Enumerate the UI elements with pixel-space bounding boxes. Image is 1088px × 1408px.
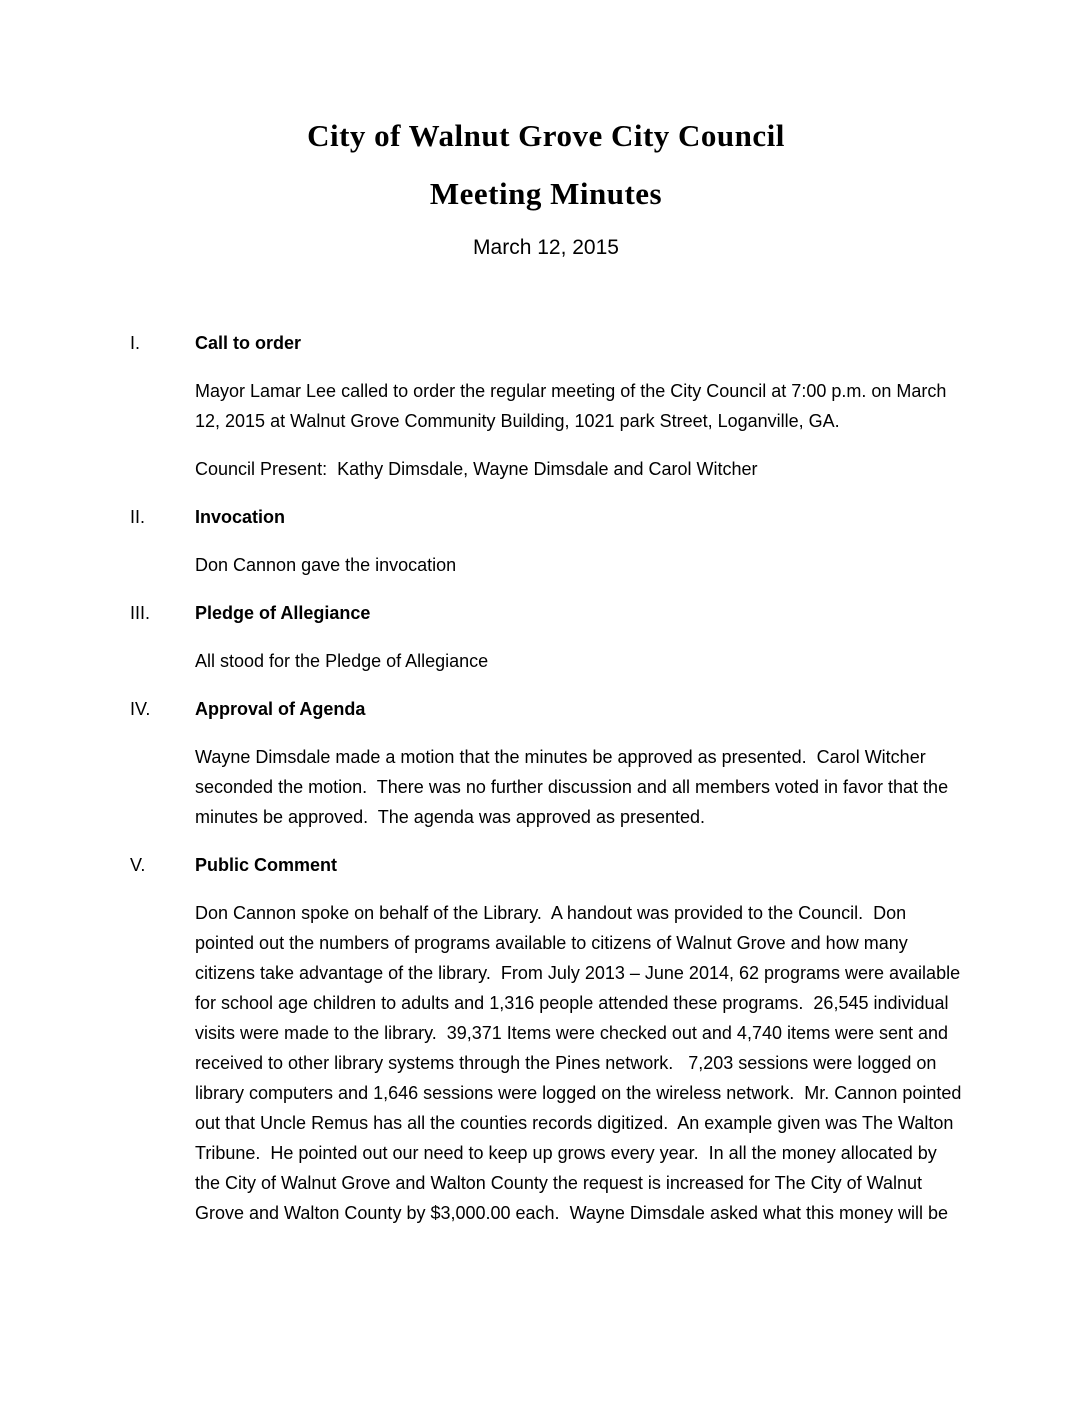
section-heading: Approval of Agenda xyxy=(195,699,366,719)
section-heading: Pledge of Allegiance xyxy=(195,603,371,623)
document-title: City of Walnut Grove City Council xyxy=(307,118,785,153)
section-numeral: III. xyxy=(130,603,151,623)
section-pledge-of-allegiance xyxy=(130,598,962,694)
section-content xyxy=(195,694,962,850)
section-paragraph: Don Cannon gave the invocation xyxy=(195,555,457,575)
section-content xyxy=(195,598,962,694)
section-paragraph: Council Present: Kathy Dimsdale, Wayne Dimsdale and Carol Witcher xyxy=(195,459,758,479)
section-paragraph: Don Cannon spoke on behalf of the Library. A handout was provided to the Council. Don pointed out the numbers of programs available to citizens of Walnut Grove and how many citizens take advantage of the library. From July 2013 – June 2014, 62 programs were available for school age children to adults and 1,316 people attended these programs. 26,545 individual visits were made to the library. 39,371 Items were checked out and 4,740 items were sent and received to other library systems through the Pines network. 7,203 sessions were logged on library computers and 1,646 sessions were logged on the wireless network. Mr. Cannon pointed out that Uncle Remus has all the counties records digitized. An example given was The Walton Tribune. He pointed out our need to keep up grows every year. In all the money allocated by the City of Walnut Grove and Walton County the request is increased for The City of Walnut Grove and Walton County by $3,000.00 each. Wayne Dimsdale asked what this money will be xyxy=(195,903,967,1223)
section-invocation xyxy=(130,502,962,598)
section-numeral: V. xyxy=(130,855,146,875)
section-content xyxy=(195,850,967,1246)
document-subtitle: Meeting Minutes xyxy=(429,176,663,211)
section-public-comment xyxy=(130,850,967,1246)
section-paragraph: Mayor Lamar Lee called to order the regular meeting of the City Council at 7:00 p.m. on March 12, 2015 at Walnut Grove Community Building, 1021 park Street, Loganville, GA. xyxy=(195,381,952,431)
section-heading: Call to order xyxy=(195,333,302,353)
section-heading: Public Comment xyxy=(195,855,338,875)
section-paragraph: All stood for the Pledge of Allegiance xyxy=(195,651,489,671)
section-numeral: I. xyxy=(130,333,141,353)
document-date: March 12, 2015 xyxy=(473,236,619,259)
section-call-to-order xyxy=(130,328,962,502)
section-paragraph: Wayne Dimsdale made a motion that the minutes be approved as presented. Carol Witcher seconded the motion. There was no further discussion and all members voted in favor that the minutes be approved. The agenda was approved as presented. xyxy=(195,747,954,827)
section-content xyxy=(195,328,962,502)
section-numeral: IV. xyxy=(130,699,151,719)
section-heading: Invocation xyxy=(195,507,286,527)
section-numeral: II. xyxy=(130,507,146,527)
section-approval-of-agenda xyxy=(130,694,962,850)
section-content xyxy=(195,502,962,598)
